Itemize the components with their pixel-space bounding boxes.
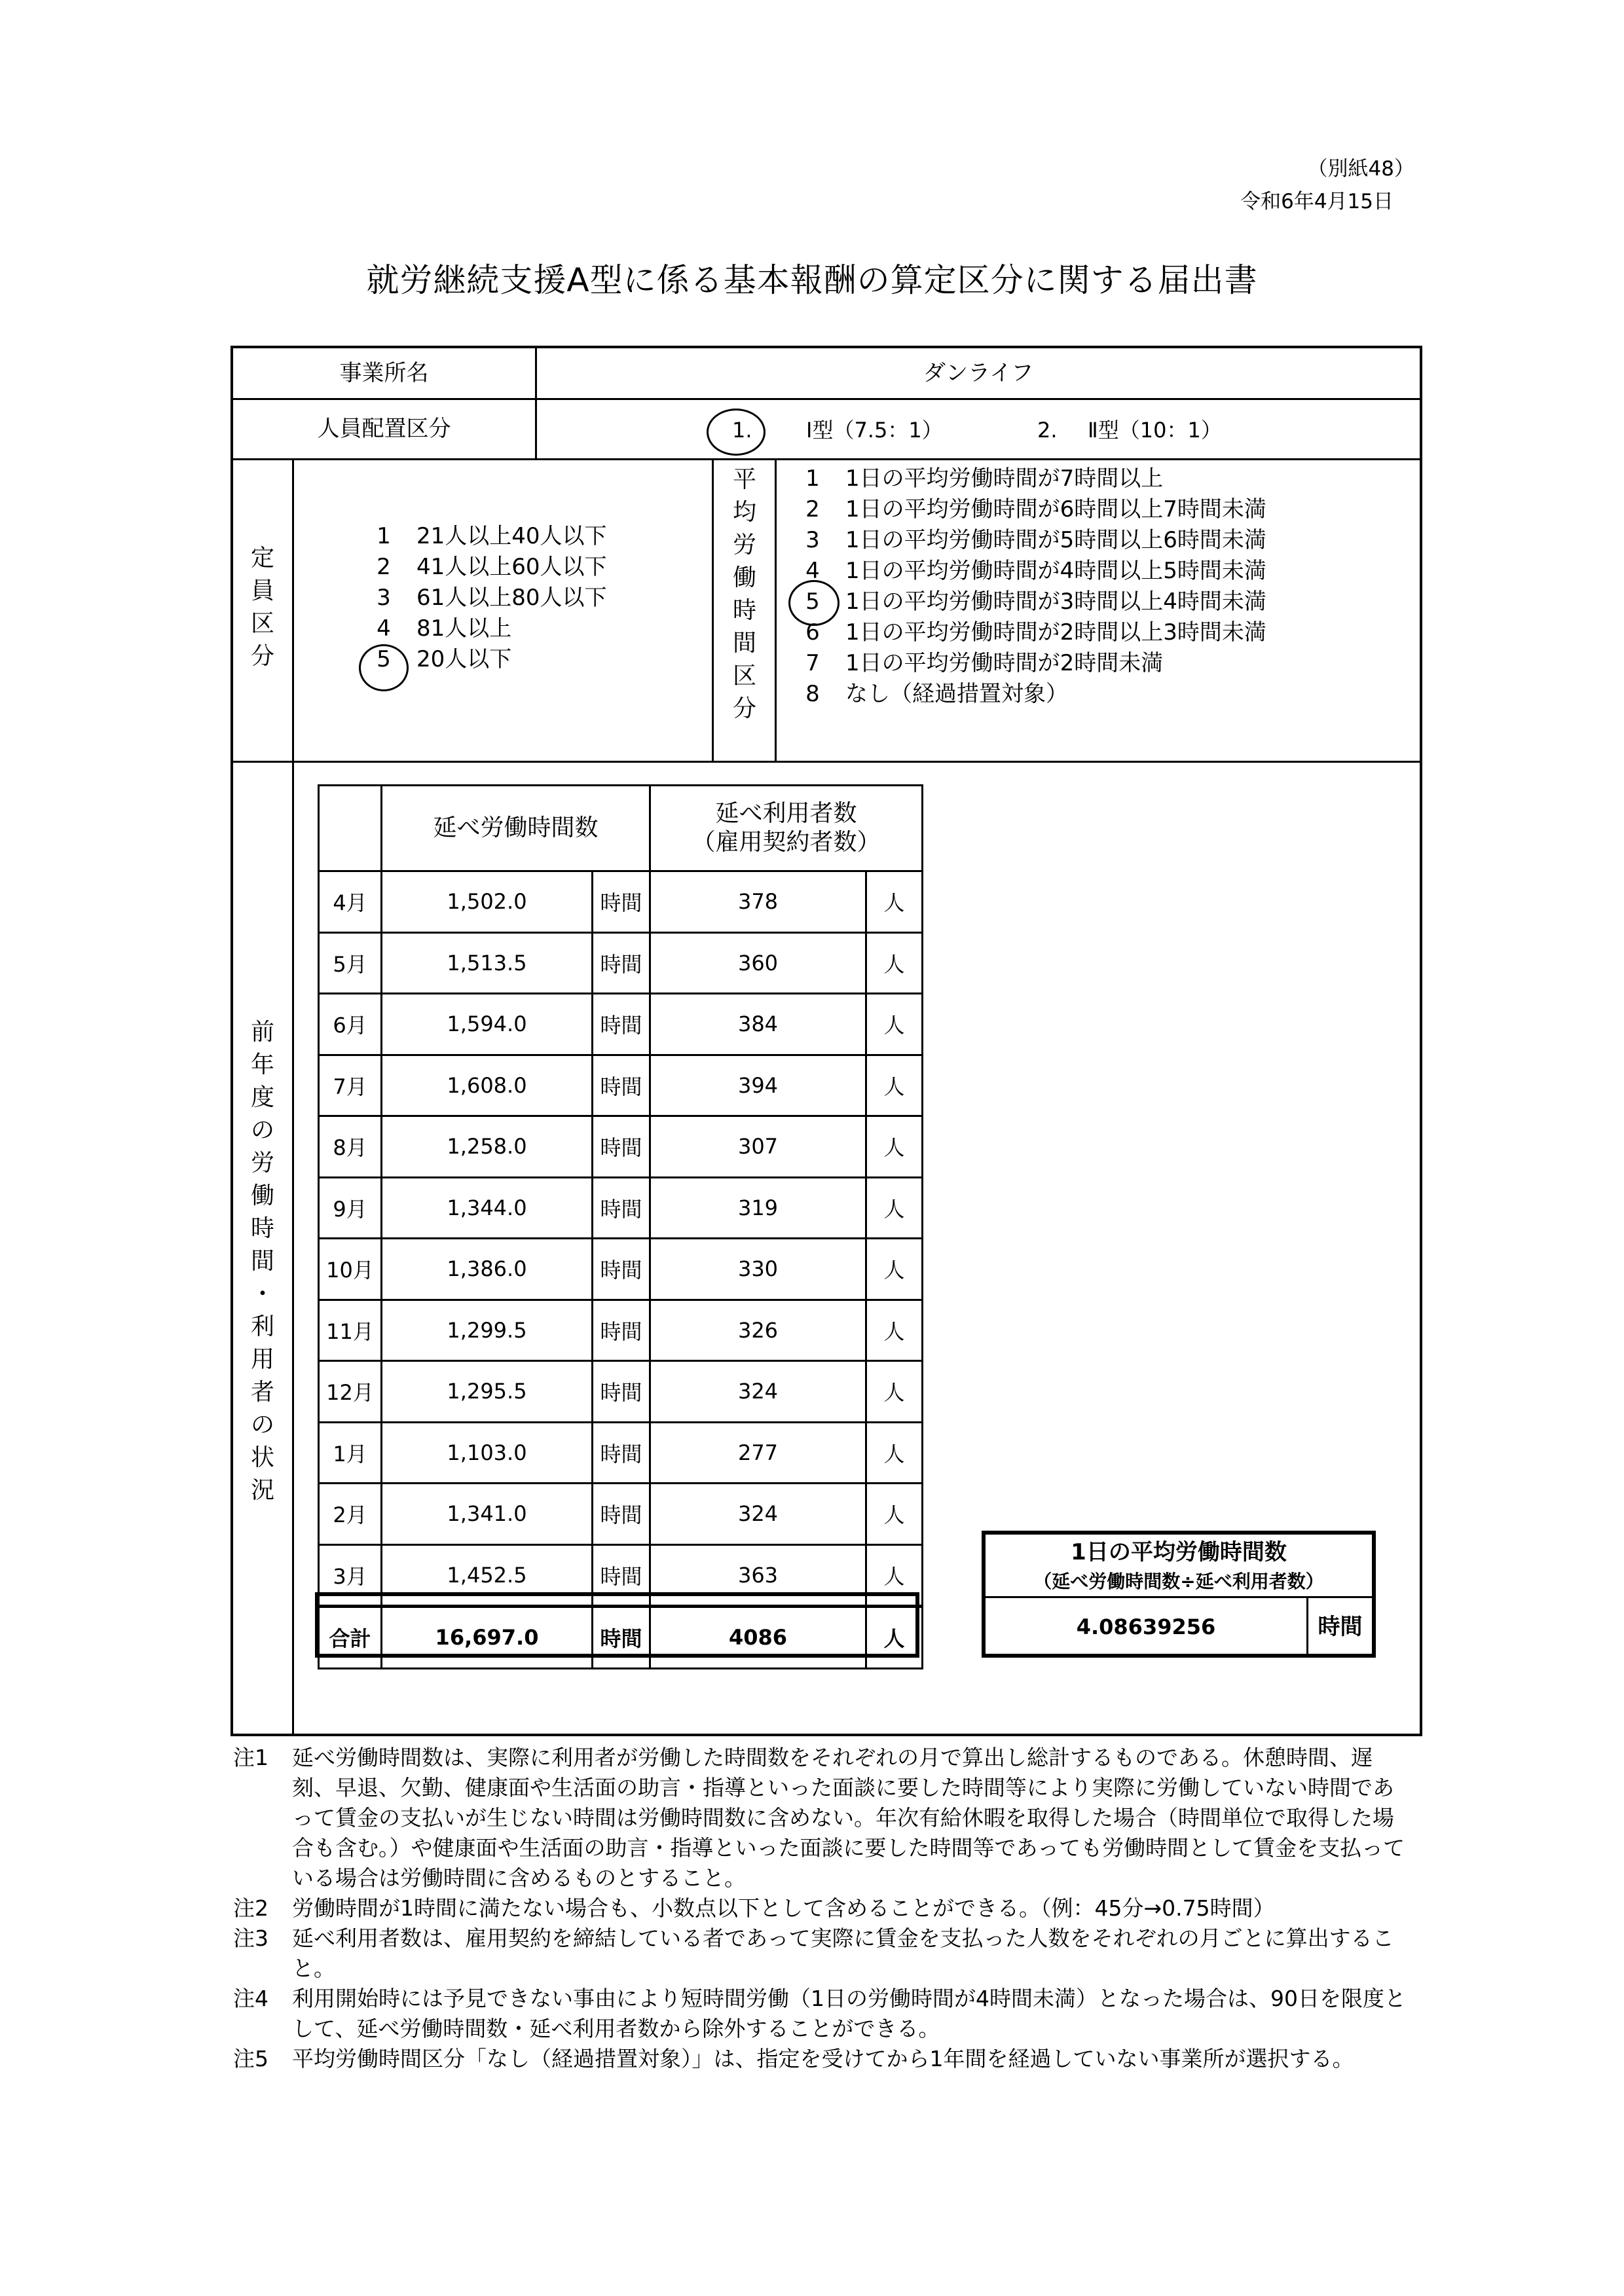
hours-unit-cell: 時間 <box>593 1484 650 1545</box>
hours-unit-cell: 時間 <box>593 1300 650 1361</box>
attachment-label: （別紙48） <box>1307 157 1414 181</box>
table-row <box>319 1177 923 1239</box>
users-cell: 330 <box>650 1239 866 1300</box>
avg-hours-option: 1 1日の平均労働時間が7時間以上 <box>805 465 1164 492</box>
hours-cell: 1,344.0 <box>382 1177 593 1239</box>
document-title: 就労継続支援A型に係る基本報酬の算定区分に関する届出書 <box>366 261 1258 299</box>
month-cell: 5月 <box>319 932 382 994</box>
total-label-cell: 合計 <box>319 1607 382 1669</box>
office-name-label: 事業所名 <box>339 360 429 386</box>
office-name-value: ダンライフ <box>923 360 1034 386</box>
staffing-option-2-num: 2. <box>1037 418 1058 443</box>
hours-unit-cell: 時間 <box>593 994 650 1055</box>
note-item: 注3 延べ利用者数は、雇用契約を締結している者であって実際に賃金を支払った人数をそれぞれの月ごとに算出すること。 <box>233 1925 1394 1981</box>
users-cell: 360 <box>650 932 866 994</box>
header-month-cell <box>319 786 382 871</box>
users-cell: 319 <box>650 1177 866 1239</box>
capacity-option: 3 61人以上80人以下 <box>377 585 607 611</box>
capacity-option: 2 41人以上60人以下 <box>377 554 607 580</box>
hours-unit-cell: 時間 <box>593 932 650 994</box>
month-cell: 10月 <box>319 1239 382 1300</box>
table-header-row <box>319 786 923 871</box>
note-item: 注2 労働時間が1時間に満たない場合も、小数点以下として含めることができる。（例：45分→0.75時間） <box>233 1895 1275 1921</box>
month-cell: 7月 <box>319 1055 382 1116</box>
hours-cell: 1,258.0 <box>382 1116 593 1178</box>
table-row <box>319 1544 923 1607</box>
users-cell: 363 <box>650 1544 866 1607</box>
users-cell: 384 <box>650 994 866 1055</box>
hours-cell: 1,386.0 <box>382 1239 593 1300</box>
capacity-option: 1 21人以上40人以下 <box>377 523 607 549</box>
average-unit: 時間 <box>1318 1614 1363 1640</box>
table-row <box>319 1239 923 1300</box>
users-unit-cell: 人 <box>866 1484 923 1545</box>
table-row <box>319 932 923 994</box>
avg-hours-option: 7 1日の平均労働時間が2時間未満 <box>805 650 1164 676</box>
average-value: 4.08639256 <box>1076 1614 1216 1639</box>
hours-cell: 1,594.0 <box>382 994 593 1055</box>
capacity-option: 5 20人以下 <box>377 646 512 672</box>
users-unit-cell: 人 <box>866 1300 923 1361</box>
header-hours: 延べ労働時間数 <box>382 786 650 871</box>
capacity-selected-circle <box>359 644 409 691</box>
month-cell: 3月 <box>319 1544 382 1607</box>
users-cell: 324 <box>650 1484 866 1545</box>
month-cell: 6月 <box>319 994 382 1055</box>
avg-hours-option: 2 1日の平均労働時間が6時間以上7時間未満 <box>805 496 1266 522</box>
total-hours-cell: 16,697.0 <box>382 1607 593 1669</box>
capacity-label: 定 員 区 分 <box>250 545 274 670</box>
hours-cell: 1,608.0 <box>382 1055 593 1116</box>
hours-unit-cell: 時間 <box>593 1544 650 1607</box>
users-cell: 324 <box>650 1361 866 1423</box>
staffing-label: 人員配置区分 <box>317 416 451 442</box>
hours-unit-cell: 時間 <box>593 871 650 933</box>
notes-section <box>233 1743 1412 2074</box>
header-users: 延べ利用者数 （雇用契約者数） <box>650 786 923 871</box>
month-cell: 4月 <box>319 871 382 933</box>
avg-hours-option: 8 なし（経過措置対象） <box>805 681 1068 707</box>
month-cell: 9月 <box>319 1177 382 1239</box>
users-unit-cell: 人 <box>866 932 923 994</box>
hours-cell: 1,502.0 <box>382 871 593 933</box>
hours-unit-cell: 時間 <box>593 1177 650 1239</box>
avg-hours-label: 平 均 労 働 時 間 区 分 <box>732 466 756 722</box>
staffing-option-1-text: Ⅰ型（7.5：1） <box>806 418 943 443</box>
staffing-option-1-num: 1. <box>732 418 752 443</box>
capacity-option: 4 81人以上 <box>377 615 512 642</box>
hours-cell: 1,299.5 <box>382 1300 593 1361</box>
users-unit-cell: 人 <box>866 1116 923 1178</box>
average-subtitle: （延べ労働時間数÷延べ利用者数） <box>1033 1571 1324 1592</box>
users-cell: 394 <box>650 1055 866 1116</box>
hours-cell: 1,295.5 <box>382 1361 593 1423</box>
table-row <box>319 1361 923 1423</box>
table-row <box>319 871 923 933</box>
users-unit-cell: 人 <box>866 1055 923 1116</box>
month-cell: 1月 <box>319 1422 382 1484</box>
hours-cell: 1,341.0 <box>382 1484 593 1545</box>
month-cell: 11月 <box>319 1300 382 1361</box>
users-cell: 326 <box>650 1300 866 1361</box>
total-users-cell: 4086 <box>650 1607 866 1669</box>
hours-unit-cell: 時間 <box>593 1607 650 1669</box>
avg-hours-option: 5 1日の平均労働時間が3時間以上4時間未満 <box>805 589 1266 615</box>
average-title: 1日の平均労働時間数 <box>1071 1539 1287 1565</box>
users-unit-cell: 人 <box>866 1177 923 1239</box>
prev-year-label: 前 年 度 の 労 働 時 間 ・ 利 用 者 の 状 況 <box>250 1019 274 1504</box>
hours-cell: 1,452.5 <box>382 1544 593 1607</box>
users-unit-cell: 人 <box>866 1422 923 1484</box>
users-unit-cell: 人 <box>866 994 923 1055</box>
users-unit-cell: 人 <box>866 1239 923 1300</box>
users-cell: 307 <box>650 1116 866 1178</box>
month-cell: 8月 <box>319 1116 382 1178</box>
table-row <box>319 1300 923 1361</box>
table-row <box>319 1484 923 1545</box>
users-cell: 277 <box>650 1422 866 1484</box>
table-row <box>319 1422 923 1484</box>
monthly-hours-table <box>318 784 923 1669</box>
average-hours-box <box>982 1531 1376 1658</box>
total-row <box>319 1607 923 1669</box>
table-row <box>319 994 923 1055</box>
note-item: 注1 延べ労働時間数は、実際に利用者が労働した時間数をそれぞれの月で算出し総計するものである。休憩時間、遅刻、早退、欠勤、健康面や生活面の助言・指導といった面談に要した時間等により実際に労働していない時間であって賃金の支払いが生じない時間は労働時間数に含めない。年次有給休暇を取得した場合（時間単位で取得した場合も含む。）や健康面や生活面の助言・指導といった面談に要した時間等であっても労働時間として賃金を支払っている場合は労働時間に含めるものとすること。 <box>233 1745 1405 1891</box>
hours-unit-cell: 時間 <box>593 1422 650 1484</box>
staffing-option-2-text: Ⅱ型（10：1） <box>1088 418 1222 443</box>
submission-date: 令和6年4月15日 <box>1240 190 1393 213</box>
month-cell: 2月 <box>319 1484 382 1545</box>
users-unit-cell: 人 <box>866 1544 923 1607</box>
hours-cell: 1,513.5 <box>382 932 593 994</box>
table-row <box>319 1116 923 1178</box>
hours-unit-cell: 時間 <box>593 1116 650 1178</box>
users-unit-cell: 人 <box>866 1607 923 1669</box>
note-item: 注4 利用開始時には予見できない事由により短時間労働（1日の労働時間が4時間未満）となった場合は、90日を限度として、延べ労働時間数・延べ利用者数から除外することができる。 <box>233 1986 1406 2041</box>
table-row <box>319 1055 923 1116</box>
users-cell: 378 <box>650 871 866 933</box>
avg-hours-selected-circle <box>788 580 840 626</box>
month-cell: 12月 <box>319 1361 382 1423</box>
avg-hours-option: 3 1日の平均労働時間が5時間以上6時間未満 <box>805 527 1266 553</box>
note-item: 注5 平均労働時間区分「なし（経過措置対象）」は、指定を受けてから1年間を経過していない事業所が選択する。 <box>233 2046 1354 2071</box>
avg-hours-options <box>793 464 1266 710</box>
avg-hours-option: 6 1日の平均労働時間が2時間以上3時間未満 <box>805 619 1266 646</box>
avg-hours-option: 4 1日の平均労働時間が4時間以上5時間未満 <box>805 558 1266 584</box>
hours-unit-cell: 時間 <box>593 1239 650 1300</box>
users-unit-cell: 人 <box>866 1361 923 1423</box>
hours-unit-cell: 時間 <box>593 1055 650 1116</box>
users-unit-cell: 人 <box>866 871 923 933</box>
hours-cell: 1,103.0 <box>382 1422 593 1484</box>
hours-unit-cell: 時間 <box>593 1361 650 1423</box>
